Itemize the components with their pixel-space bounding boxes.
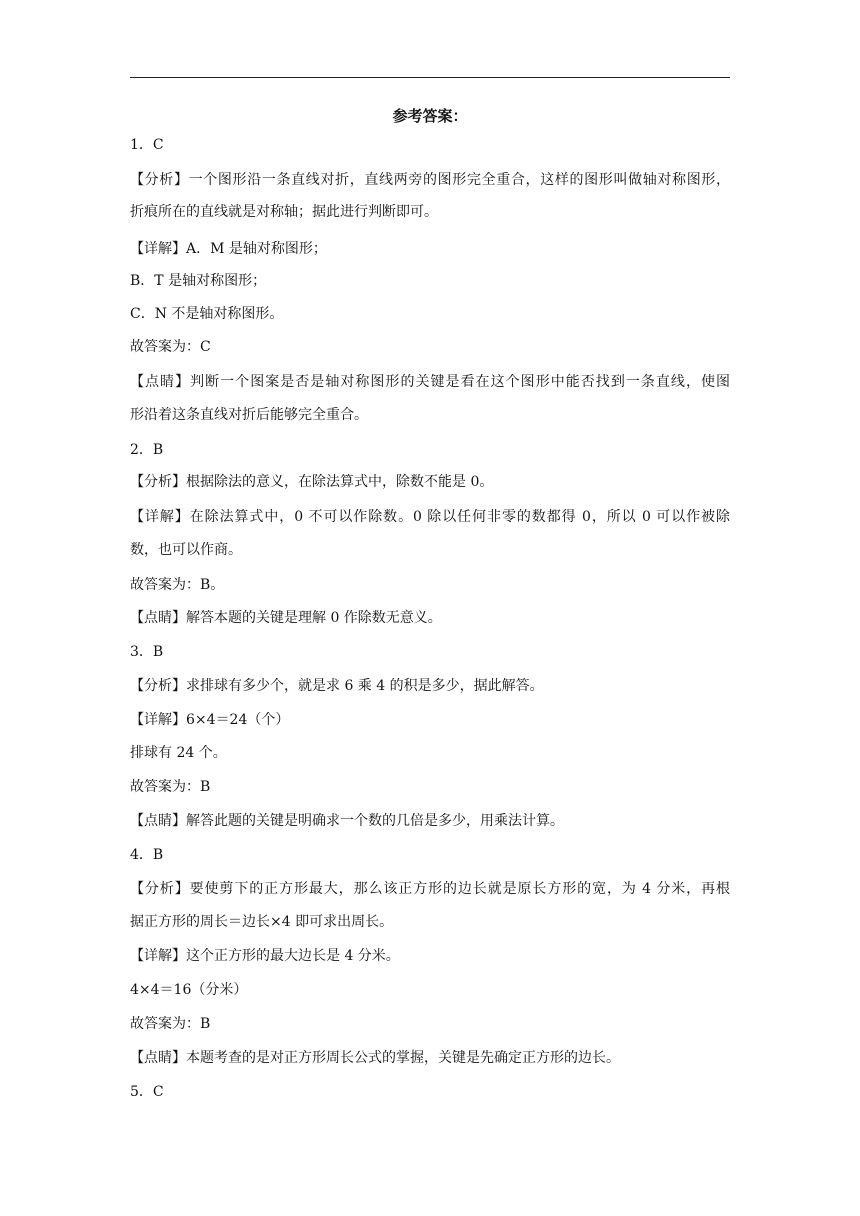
detail-line: 排球有 24 个。 [130,745,227,761]
comment-line: 【点睛】解答本题的关键是理解 0 作除数无意义。 [130,610,442,626]
analysis-line: 【分析】一个图形沿一条直线对折，直线两旁的图形完全重合，这样的图形叫做轴对称图形， [130,172,730,188]
comment-line: 【点睛】解答此题的关键是明确求一个数的几倍是多少，用乘法计算。 [130,813,564,829]
header-rule [130,77,730,78]
page-title: 参考答案： [392,107,468,125]
analysis-line: 折痕所在的直线就是对称轴；据此进行判断即可。 [130,204,438,220]
detail-line: 【详解】在除法算式中，0 不可以作除数。0 除以任何非零的数都得 0，所以 0 可以作被除 [130,509,730,525]
comment-line: 【点睛】判断一个图案是否是轴对称图形的关键是看在这个图形中能否找到一条直线，使图 [130,374,730,390]
answer-number: 5．C [130,1084,164,1100]
analysis-line: 【分析】根据除法的意义，在除法算式中，除数不能是 0。 [130,474,494,490]
analysis-line: 【分析】求排球有多少个，就是求 6 乘 4 的积是多少，据此解答。 [130,678,544,694]
answer-number: 4．B [130,847,164,863]
answer-number: 1．C [130,137,164,153]
comment-line: 形沿着这条直线对折后能够完全重合。 [130,407,368,423]
detail-line: 4×4＝16（分米） [130,982,248,998]
detail-line: 【详解】A．M 是轴对称图形； [130,241,327,257]
analysis-line: 据正方形的周长＝边长×4 即可求出周长。 [130,914,394,930]
detail-line: B．T 是轴对称图形； [130,273,267,289]
answer-number: 2．B [130,442,164,458]
detail-line: 【详解】6×4＝24（个） [130,712,290,728]
answer-line: 故答案为：C [130,339,211,355]
answer-line: 故答案为：B [130,779,211,795]
comment-line: 【点睛】本题考查的是对正方形周长公式的掌握，关键是先确定正方形的边长。 [130,1050,620,1066]
detail-line: 【详解】这个正方形的最大边长是 4 分米。 [130,948,400,964]
detail-line: C．N 不是轴对称图形。 [130,306,284,322]
answer-line: 故答案为：B。 [130,577,225,593]
analysis-line: 【分析】要使剪下的正方形最大，那么该正方形的边长就是原长方形的宽，为 4 分米，再根 [130,881,730,897]
detail-line: 数，也可以作商。 [130,542,242,558]
answer-number: 3．B [130,644,164,660]
answer-line: 故答案为：B [130,1016,211,1032]
